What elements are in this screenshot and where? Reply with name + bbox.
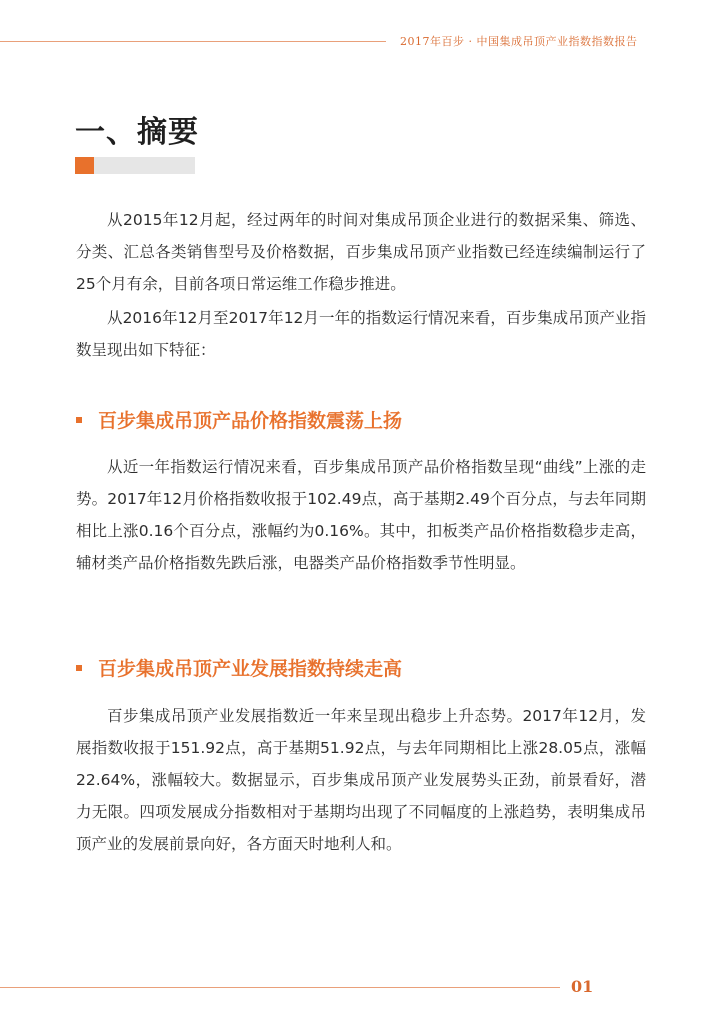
section-title-price-index — [76, 408, 402, 434]
section-title-text: 百步集成吊顶产品价格指数震荡上扬 — [98, 410, 403, 432]
intro-paragraph-1: 从2015年12月起，经过两年的时间对集成吊顶企业进行的数据采集、筛选、分类、汇总各类销售型号及价格数据，百步集成吊顶产业指数已经连续编制运行了25个月有余，目前各项日常运维工作稳步推进。 — [76, 211, 646, 293]
heading-underline-bar — [75, 157, 195, 174]
page-number: 01 — [571, 977, 594, 996]
section-body-development-index: 百步集成吊顶产业发展指数近一年来呈现出稳步上升态势。2017年12月，发展指数收报于151.92点，高于基期51.92点，与去年同期相比上涨28.05点，涨幅22.64%，涨幅较大。数据显示，百步集成吊顶产业发展势头正劲，前景看好，潜力无限。四项发展成分指数相对于基期均出现了不同幅度的上涨趋势，表明集成吊顶产业的发展前景向好，各方面天时地利人和。 — [76, 707, 646, 853]
page-title: 一、摘要 — [75, 115, 199, 150]
footer-rule — [0, 987, 560, 988]
section-body-price-index: 从近一年指数运行情况来看，百步集成吊顶产品价格指数呈现“曲线”上涨的走势。2017年12月价格指数收报于102.49点，高于基期2.49个百分点，与去年同期相比上涨0.16个百分点，涨幅约为0.16%。其中，扣板类产品价格指数稳步走高，辅材类产品价格指数先跌后涨，电器类产品价格指数季节性明显。 — [76, 458, 646, 572]
square-bullet-icon — [76, 665, 82, 671]
header-rule — [0, 41, 386, 42]
section-title-development-index — [76, 656, 402, 682]
heading-accent-block — [75, 157, 94, 174]
section-title-text: 百步集成吊顶产业发展指数持续走高 — [98, 658, 403, 680]
intro-paragraph-2: 从2016年12月至2017年12月一年的指数运行情况来看，百步集成吊顶产业指数呈现出如下特征： — [76, 309, 646, 359]
running-header: 2017年百步 · 中国集成吊顶产业指数指数报告 — [400, 35, 638, 48]
square-bullet-icon — [76, 417, 82, 423]
heading-gray-block — [94, 157, 195, 174]
